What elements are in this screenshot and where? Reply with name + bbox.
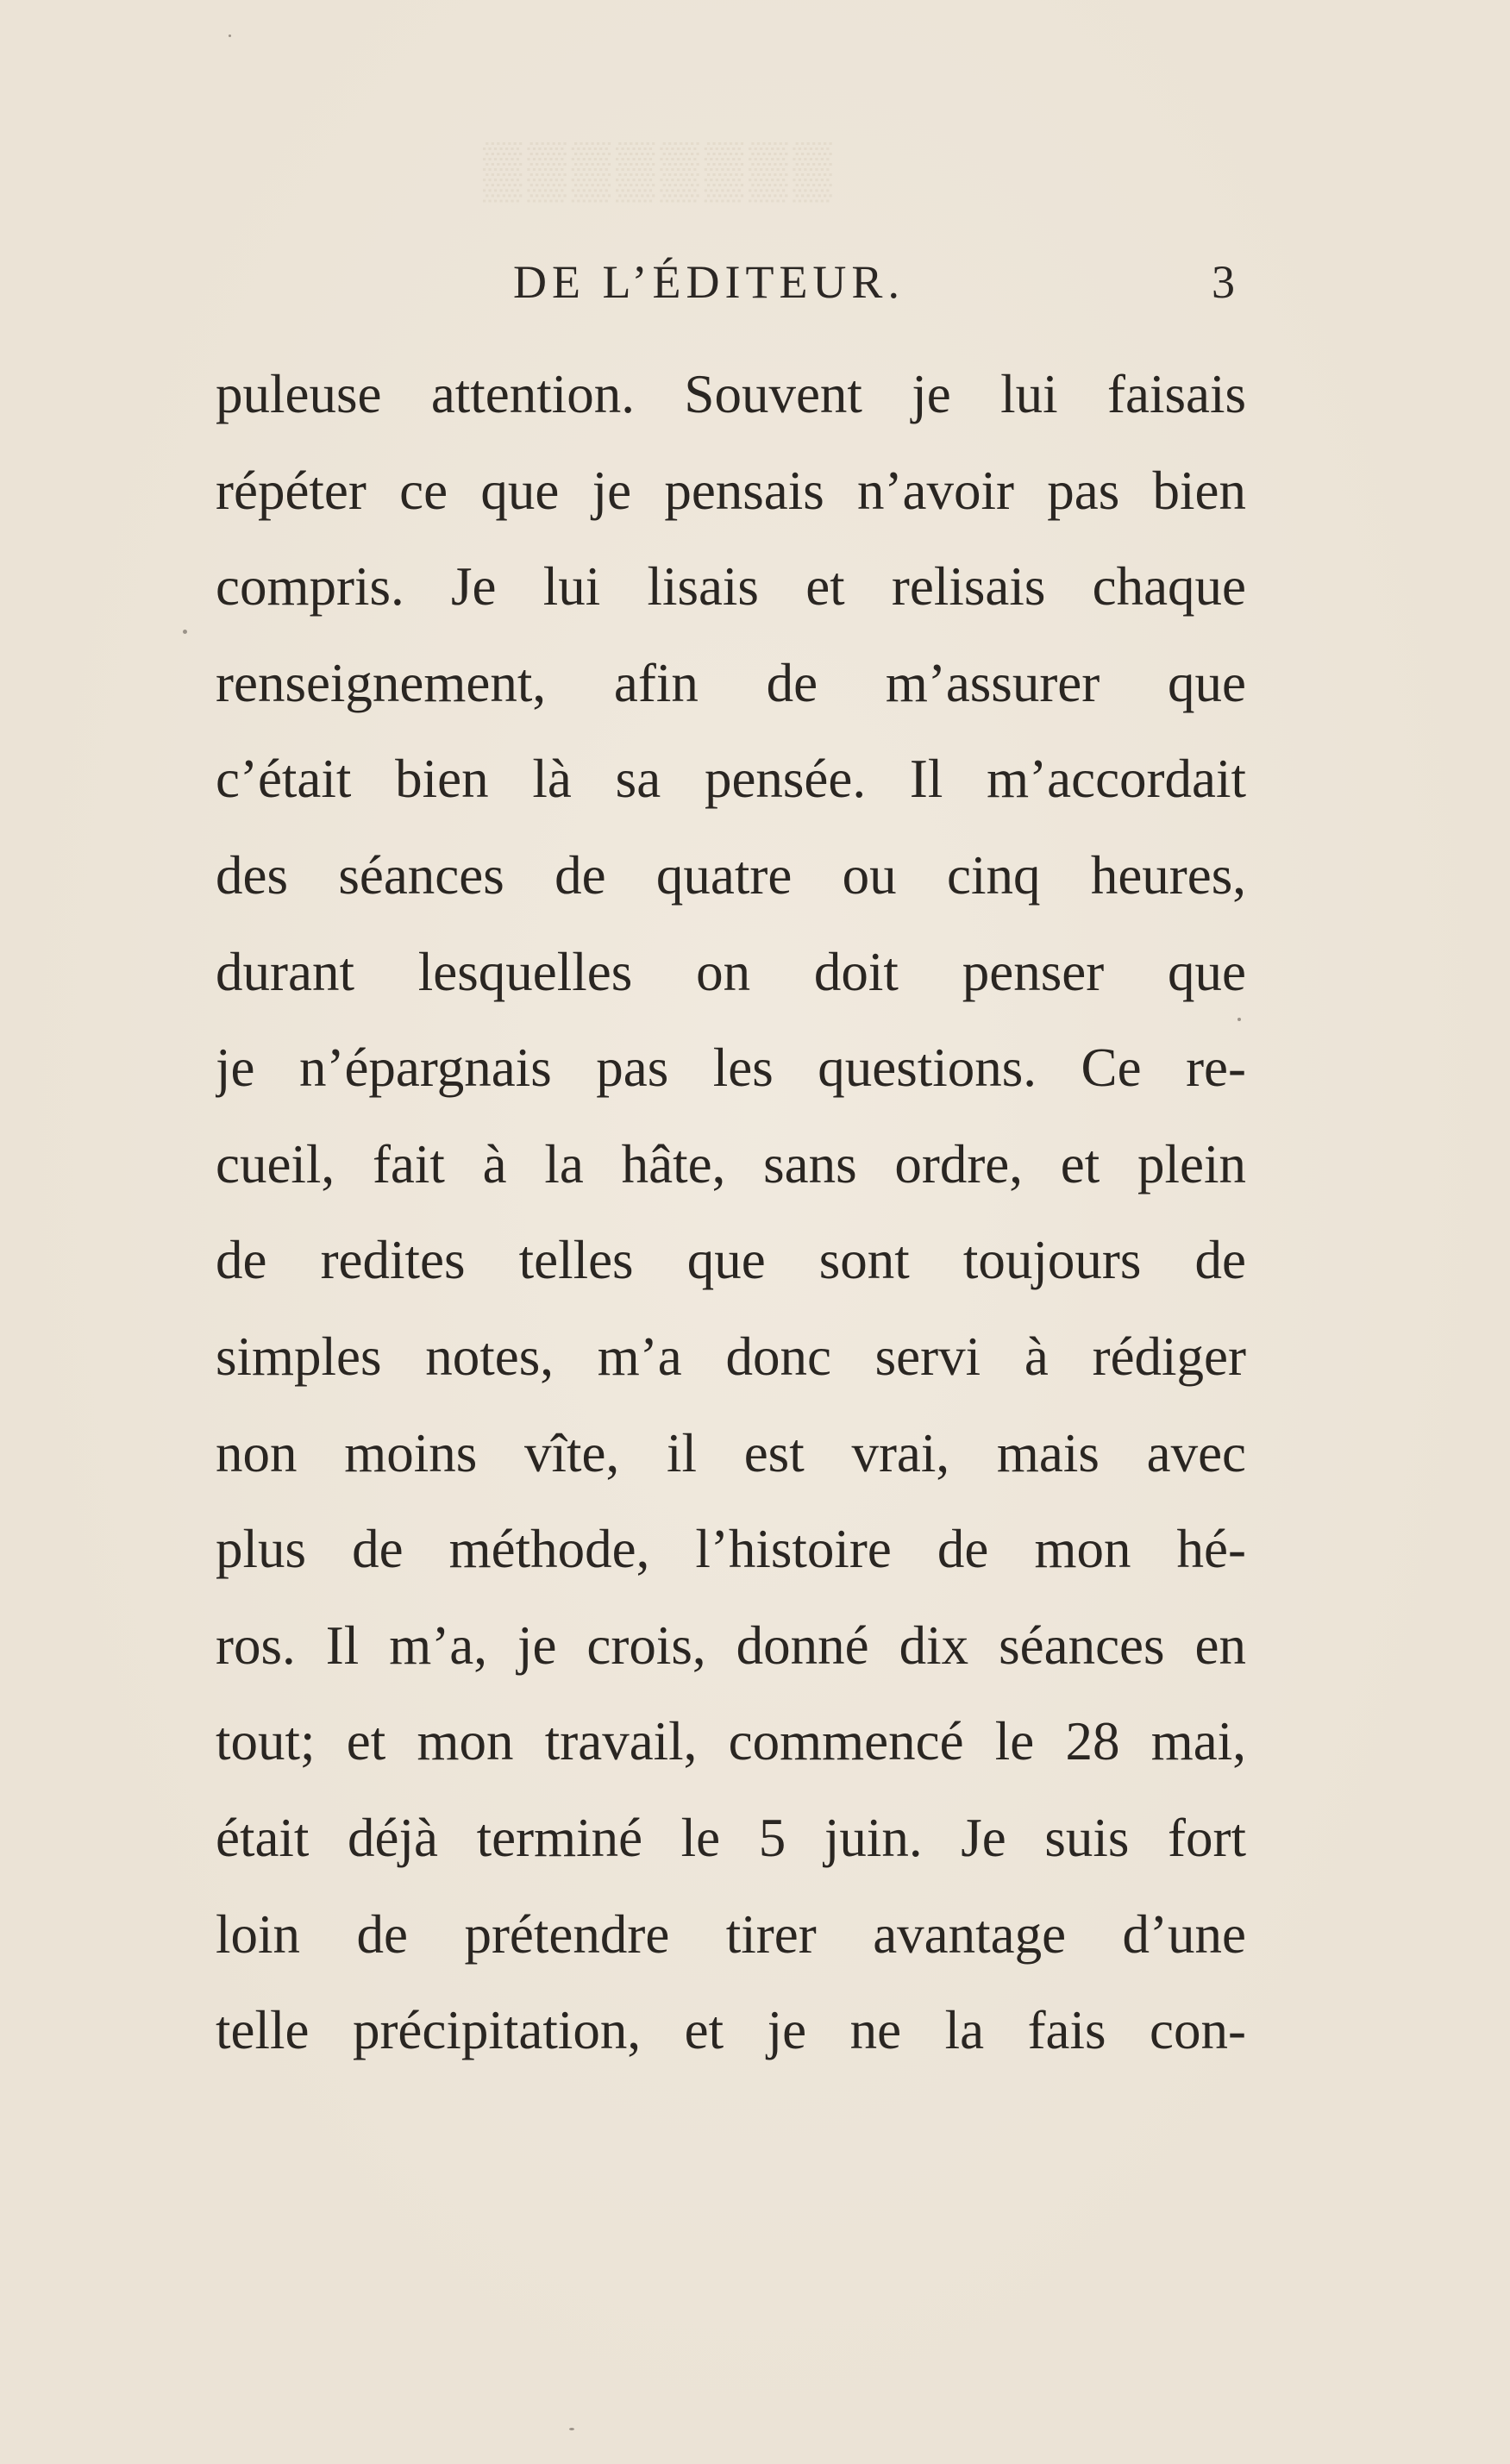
text-line: je n’épargnais pas les questions. Ce re- [216,1038,1246,1099]
text-line: loin de prétendre tirer avantage d’une [216,1903,1246,1965]
paper-speck [1237,1018,1241,1021]
text-line: c’était bien là sa pensée. Il m’accordait [216,749,1246,810]
text-line: non moins vîte, il est vrai, mais avec [216,1422,1246,1483]
text-line: telle précipitation, et je ne la fais con- [216,2000,1246,2061]
text-line: simples notes, m’a donc servi à rédiger [216,1326,1246,1387]
text-line: plus de méthode, l’histoire de mon hé- [216,1519,1246,1580]
text-line: tout; et mon travail, commencé le 28 mai, [216,1711,1246,1772]
text-line: répéter ce que je pensais n’avoir pas bien [216,460,1246,521]
text-line: des séances de quatre ou cinq heures, [216,844,1246,906]
text-line: de redites telles que sont toujours de [216,1230,1246,1291]
text-line: cueil, fait à la hâte, sans ordre, et plein [216,1133,1246,1194]
show-through-bleed: ▒▒▒▒▒▒▒▒ [483,139,837,200]
page-number: 3 [1212,256,1235,308]
paper-speck [569,2428,574,2430]
paper-speck [229,34,231,37]
text-line: puleuse attention. Souvent je lui faisais [216,364,1246,424]
text-line: ros. Il m’a, je crois, donné dix séances en [216,1614,1246,1676]
running-head: DE L’ÉDITEUR. [513,256,905,308]
text-line: renseignement, afin de m’assurer que [216,652,1246,713]
paper-speck [183,630,187,634]
text-line: durant lesquelles on doit penser que [216,941,1246,1002]
text-line: compris. Je lui lisais et relisais chaque [216,556,1246,618]
page-header [0,255,1510,316]
body-text [216,347,1246,2079]
text-line: était déjà terminé le 5 juin. Je suis fort [216,1807,1246,1868]
